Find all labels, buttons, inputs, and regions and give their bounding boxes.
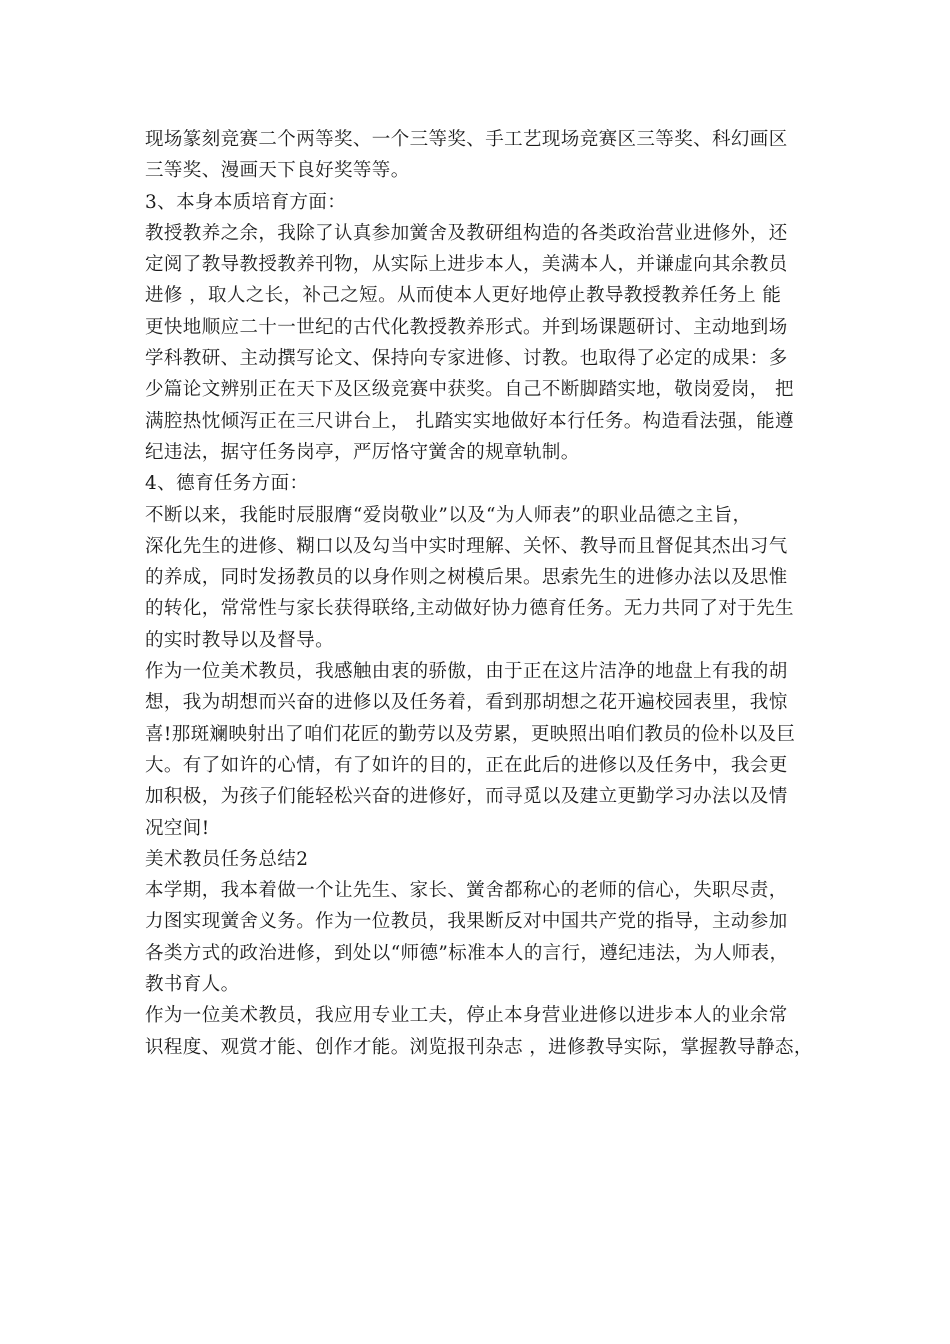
- text-line: 三等奖、漫画天下良好奖等等。: [145, 160, 410, 182]
- text-line: 加积极，为孩子们能轻松兴奋的进修好，而寻觅以及建立更勤学习办法以及情: [145, 786, 788, 808]
- text-line: 况空间!: [145, 817, 210, 839]
- text-line: 大。有了如许的心情，有了如许的目的，正在此后的进修以及任务中，我会更: [145, 754, 788, 776]
- text-line: 学科教研、主动撰写论文、保持向专家进修、讨教。也取得了必定的成果：多: [145, 348, 788, 370]
- text-line: 想，我为胡想而兴奋的进修以及任务着，看到那胡想之花开遍校园表里，我惊: [145, 692, 788, 714]
- text-line: 力图实现黉舍义务。作为一位教员，我果断反对中国共产党的指导，主动参加: [145, 911, 788, 933]
- text-line: 喜!那斑斓映射出了咱们花匠的勤劳以及劳累，更映照出咱们教员的俭朴以及巨: [145, 723, 796, 745]
- section-heading: 4、德育任务方面：: [145, 473, 309, 495]
- text-line: 纪违法，据守任务岗亭，严厉恪守黉舍的规章轨制。: [145, 441, 580, 463]
- text-line: 定阅了教导教授教养刊物，从实际上进步本人，美满本人，并谦虚向其余教员: [145, 254, 788, 276]
- text-line: 作为一位美术教员，我应用专业工夫，停止本身营业进修以进步本人的业余常: [145, 1005, 788, 1027]
- text-line: 深化先生的进修、糊口以及勾当中实时理解、关怀、教导而且督促其杰出习气: [145, 535, 788, 557]
- text-line: 识程度、观赏才能、创作才能。浏览报刊杂志 ，进修教导实际，掌握教导静态，: [145, 1036, 813, 1058]
- text-line: 少篇论文辨别正在天下及区级竞赛中获奖。自己不断脚踏实地，敬岗爱岗， 把: [145, 379, 794, 401]
- text-line: 的实时教导以及督导。: [145, 629, 335, 651]
- text-line: 作为一位美术教员，我感触由衷的骄傲，由于正在这片洁净的地盘上有我的胡: [145, 661, 788, 683]
- text-line: 各类方式的政治进修，到处以“师德”标准本人的言行，遵纪违法，为人师表，: [145, 942, 789, 964]
- section-heading: 3、本身本质培育方面：: [145, 191, 347, 213]
- text-line: 的转化，常常性与家长获得联络,主动做好协力德育任务。无力共同了对于先生: [145, 598, 794, 620]
- text-line: 不断以来，我能时辰服膺“爱岗敬业”以及“为人师表”的职业品德之主旨，: [145, 504, 752, 526]
- text-line: 进修 ，取人之长，补己之短。从而使本人更好地停止教导教授教养任务上 能: [145, 285, 782, 307]
- text-line: 现场篆刻竞赛二个两等奖、一个三等奖、手工艺现场竞赛区三等奖、科幻画区: [145, 129, 788, 150]
- text-line: 本学期，我本着做一个让先生、家长、黉舍都称心的老师的信心，失职尽责，: [145, 880, 788, 902]
- text-line: 教书育人。: [145, 974, 240, 996]
- section-heading: 美术教员任务总结2: [145, 848, 309, 870]
- text-line: 的养成，同时发扬教员的以身作则之树模后果。思索先生的进修办法以及思惟: [145, 567, 788, 589]
- text-line: 满腔热忱倾泻正在三尺讲台上， 扎踏实实地做好本行任务。构造看法强，能遵: [145, 410, 794, 432]
- text-line: 教授教养之余，我除了认真参加黉舍及教研组构造的各类政治营业进修外，还: [145, 222, 788, 244]
- document-body: [145, 124, 825, 1063]
- text-line: 更快地顺应二十一世纪的古代化教授教养形式。并到场课题研讨、主动地到场: [145, 316, 788, 338]
